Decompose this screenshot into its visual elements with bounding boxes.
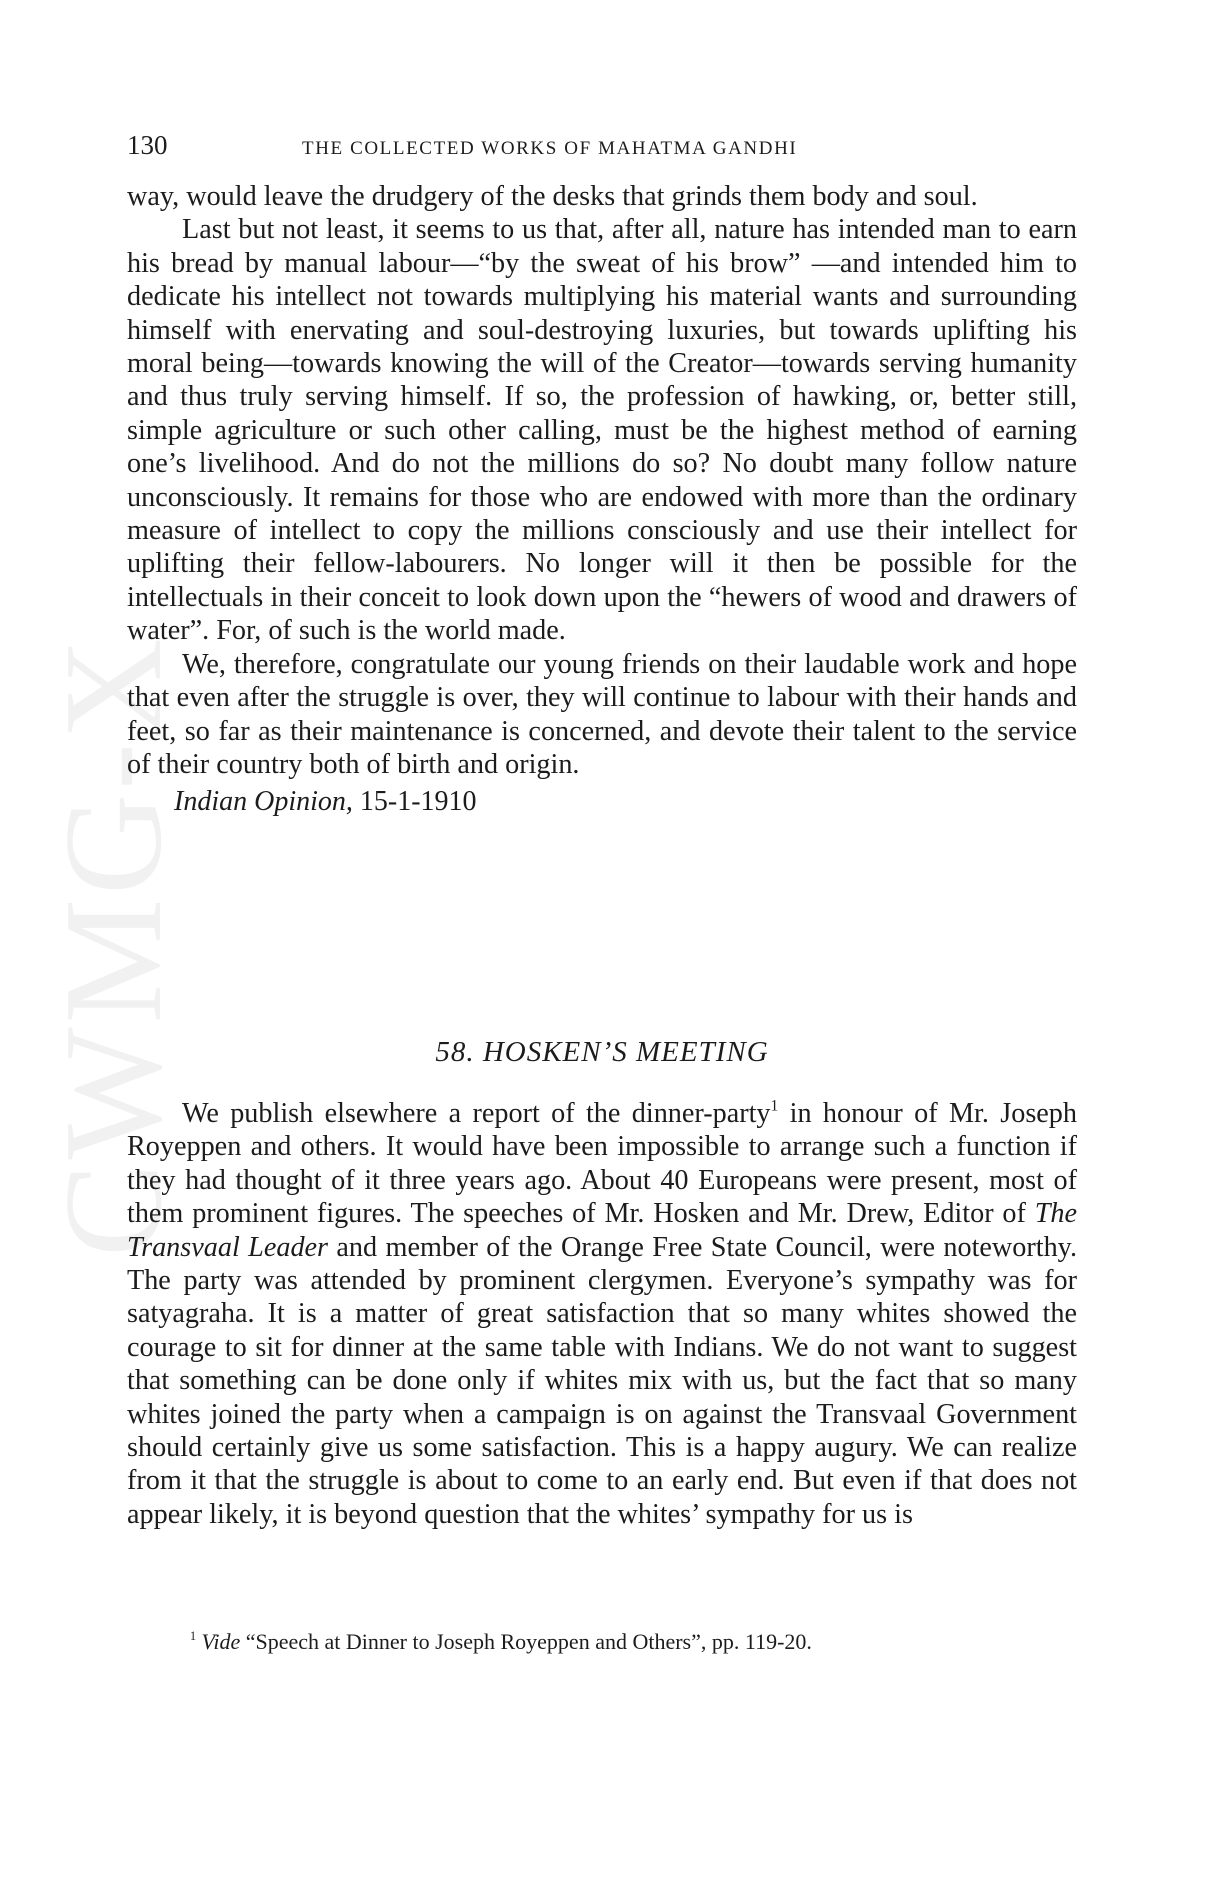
footnote-marker: 1 xyxy=(190,1628,197,1643)
footnote-text: “Speech at Dinner to Joseph Royeppen and Others”, pp. 119-20. xyxy=(240,1629,812,1654)
footnote-reference[interactable]: 1 xyxy=(770,1097,779,1115)
running-head: THE COLLECTED WORKS OF MAHATMA GANDHI xyxy=(302,138,798,159)
footnote-vide: Vide xyxy=(201,1629,241,1654)
paragraph: Last but not least, it seems to us that, after all, nature has intended man to earn his bread by manual labour—“by the sweat of his brow” —and intended him to dedicate his intellect not towards multiplying his material wants and surrounding himself with enervating and soul-destroying luxuries, but towards uplifting his moral being—towards knowing the will of the Creator—towards serving humanity and thus truly serving himself. If so, the profession of hawking, or, better still, simple agriculture or such other calling, must be the highest method of earning one’s livelihood. And do not the millions do so? No doubt many follow nature unconsciously. It remains for those who are endowed with more than the ordinary measure of intellect to copy the millions consciously and use their intellect for uplifting their fellow-labourers. No longer will it then be possible for the intellectuals in their conceit to look down upon the “hewers of wood and drawers of water”. For, of such is the world made. xyxy=(127,214,1077,647)
source-citation xyxy=(127,785,1077,818)
paragraph-text: in honour of Mr. Joseph Royeppen and others. It would have been impossible to arrange such a function if they had thought of it three years ago. About 40 Europeans were present, most of them prominent figures. The speeches of Mr. Hosken and Mr. Drew, Editor of xyxy=(127,1098,1077,1230)
page-header xyxy=(127,130,1077,170)
paragraph xyxy=(127,1097,1077,1531)
watermark-text: CWMG-X xyxy=(35,633,191,1257)
source-date: 15-1-1910 xyxy=(359,786,477,818)
paragraph-text: and member of the Orange Free State Council, were noteworthy. The party was attended by prominent clergymen. Everyone’s sympathy was for satyagraha. It is a matter of great satisfaction that so many whites showed the courage to sit for dinner at the same table with Indians. We do not want to suggest that something can be done only if whites mix with us, but the fact that so many whites joined the party when a campaign is on against the Transvaal Government should certainly give us some satisfaction. This is a happy augury. We can realize from it that the struggle is about to come to an early end. But even if that does not appear likely, it is beyond question that the whites’ sympathy for us is xyxy=(127,1231,1077,1530)
chapter-title: 58. HOSKEN’S MEETING xyxy=(435,1036,769,1068)
page-number: 130 xyxy=(127,130,168,160)
paragraph: We, therefore, congratulate our young friends on their laudable work and hope that even after the struggle is over, they will continue to labour with their hands and feet, so far as their maintenance is concerned, and devote their talent to the service of their country both of birth and origin. xyxy=(127,648,1077,780)
source-publication: Indian Opinion, xyxy=(174,786,353,818)
chapter-body xyxy=(127,1097,1077,1531)
paragraph-text: We publish elsewhere a report of the dinner-party xyxy=(182,1098,771,1129)
newspaper-title: The Transvaal Leader xyxy=(127,1198,1077,1263)
paragraph: way, would leave the drudgery of the desks that grinds them body and soul. xyxy=(127,181,978,212)
footnote xyxy=(190,1627,1070,1657)
continued-article xyxy=(127,180,1077,819)
